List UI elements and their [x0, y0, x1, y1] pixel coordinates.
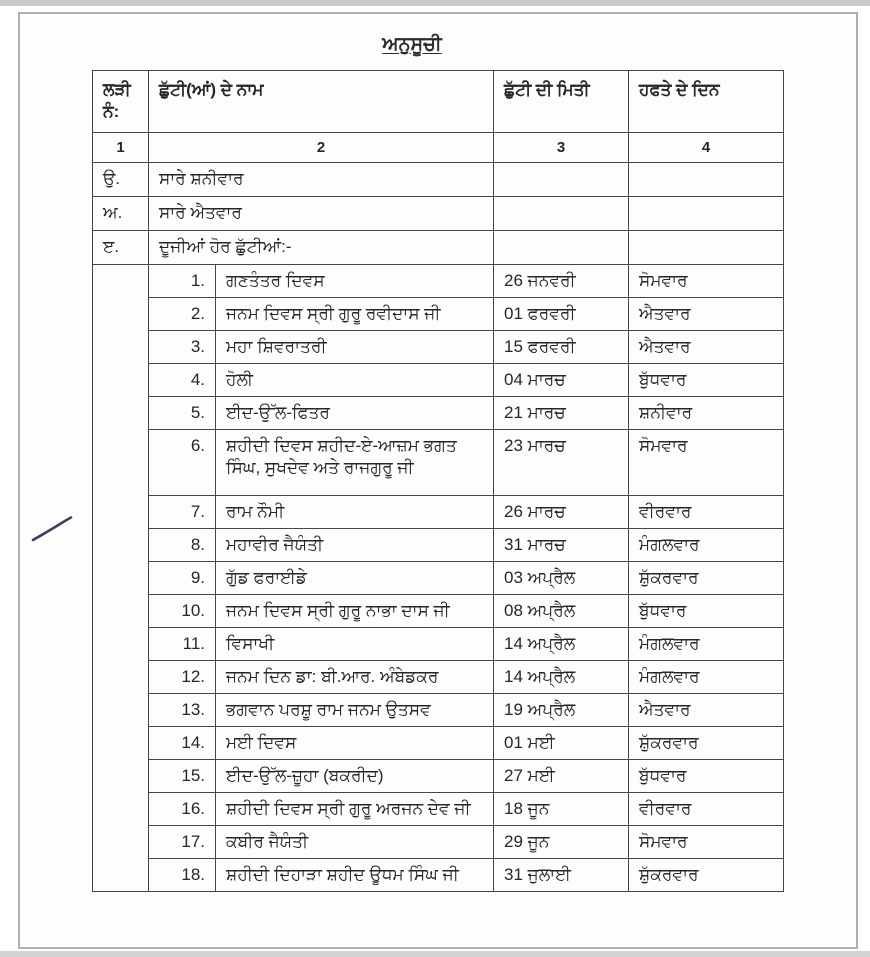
cell-day: ਬੁੱਧਵਾਰ	[629, 364, 784, 397]
table-row	[93, 331, 784, 364]
cell-name: ਸਾਰੇ ਐਤਵਾਰ	[149, 197, 494, 231]
cell-name: ਗਣਤੰਤਰ ਦਿਵਸ	[216, 265, 494, 298]
cell-name: ਹੋਲੀ	[216, 364, 494, 397]
cell-number: 17.	[149, 826, 216, 859]
cell-name: ਸ਼ਹੀਦੀ ਦਿਵਸ ਸ੍ਰੀ ਗੁਰੂ ਅਰਜਨ ਦੇਵ ਜੀ	[216, 793, 494, 826]
table-row	[93, 364, 784, 397]
cell-name: ਜਨਮ ਦਿਵਸ ਸ੍ਰੀ ਗੁਰੂ ਨਾਭਾ ਦਾਸ ਜੀ	[216, 595, 494, 628]
cell-number: 16.	[149, 793, 216, 826]
cell-day: ਸੋਮਵਾਰ	[629, 265, 784, 298]
cell-day: ਬੁੱਧਵਾਰ	[629, 760, 784, 793]
scan-edge-top	[0, 0, 870, 6]
table-row	[93, 298, 784, 331]
table-row	[93, 859, 784, 892]
cell-number: 2.	[149, 298, 216, 331]
cell-day: ਐਤਵਾਰ	[629, 694, 784, 727]
col-header-name: ਛੁੱਟੀ(ਆਂ) ਦੇ ਨਾਮ	[149, 71, 494, 133]
cell-day	[629, 231, 784, 265]
cell-number: 4.	[149, 364, 216, 397]
cell-date: 29 ਜੂਨ	[494, 826, 629, 859]
cell-day: ਸ਼ੁੱਕਰਵਾਰ	[629, 562, 784, 595]
cell-name: ਮਹਾਵੀਰ ਜੈਯੰਤੀ	[216, 529, 494, 562]
cell-date: 14 ਅਪ੍ਰੈਲ	[494, 628, 629, 661]
cell-name: ਸਾਰੇ ਸ਼ਨੀਵਾਰ	[149, 163, 494, 197]
cell-date: 04 ਮਾਰਚ	[494, 364, 629, 397]
cell-name: ਰਾਮ ਨੌਮੀ	[216, 496, 494, 529]
table-row	[93, 628, 784, 661]
table-row	[93, 562, 784, 595]
cell-name: ਭਗਵਾਨ ਪਰਸ਼ੂ ਰਾਮ ਜਨਮ ਉਤਸਵ	[216, 694, 494, 727]
cell-day: ਐਤਵਾਰ	[629, 298, 784, 331]
cell-date: 19 ਅਪ੍ਰੈਲ	[494, 694, 629, 727]
cell-date: 23 ਮਾਰਚ	[494, 430, 629, 496]
cell-date: 15 ਫਰਵਰੀ	[494, 331, 629, 364]
cell-name: ਵਿਸਾਖੀ	[216, 628, 494, 661]
table-row	[93, 163, 784, 197]
cell-serial-empty	[93, 265, 149, 892]
cell-date	[494, 197, 629, 231]
cell-number: 1.	[149, 265, 216, 298]
cell-day: ਐਤਵਾਰ	[629, 331, 784, 364]
cell-name: ਸ਼ਹੀਦੀ ਦਿਹਾੜਾ ਸ਼ਹੀਦ ਊਧਮ ਸਿੰਘ ਜੀ	[216, 859, 494, 892]
col-number-4: 4	[629, 133, 784, 163]
col-number-3: 3	[494, 133, 629, 163]
cell-date: 14 ਅਪ੍ਰੈਲ	[494, 661, 629, 694]
table-row	[93, 231, 784, 265]
cell-name: ਗੁੱਡ ਫਰਾਈਡੇ	[216, 562, 494, 595]
scan-edge-bottom	[0, 951, 870, 957]
cell-number: 7.	[149, 496, 216, 529]
cell-number: 8.	[149, 529, 216, 562]
cell-day: ਸ਼ਨੀਵਾਰ	[629, 397, 784, 430]
cell-date: 27 ਮਈ	[494, 760, 629, 793]
cell-day: ਵੀਰਵਾਰ	[629, 793, 784, 826]
cell-number: 11.	[149, 628, 216, 661]
cell-number: 6.	[149, 430, 216, 496]
cell-day: ਸ਼ੁੱਕਰਵਾਰ	[629, 859, 784, 892]
cell-number: 14.	[149, 727, 216, 760]
cell-serial: ੲ.	[93, 231, 149, 265]
cell-name: ਜਨਮ ਦਿਵਸ ਸ੍ਰੀ ਗੁਰੂ ਰਵੀਦਾਸ ਜੀ	[216, 298, 494, 331]
cell-number: 10.	[149, 595, 216, 628]
col-header-day: ਹਫਤੇ ਦੇ ਦਿਨ	[629, 71, 784, 133]
cell-number: 15.	[149, 760, 216, 793]
cell-date: 18 ਜੂਨ	[494, 793, 629, 826]
cell-day: ਬੁੱਧਵਾਰ	[629, 595, 784, 628]
table-row	[93, 529, 784, 562]
cell-day: ਸੋਮਵਾਰ	[629, 430, 784, 496]
cell-name: ਮਈ ਦਿਵਸ	[216, 727, 494, 760]
cell-date: 26 ਜਨਵਰੀ	[494, 265, 629, 298]
table-row	[93, 265, 784, 298]
table-row	[93, 496, 784, 529]
table-row	[93, 727, 784, 760]
col-header-serial: ਲੜੀ ਨੰ:	[93, 71, 149, 133]
table-row	[93, 793, 784, 826]
table-header-row	[93, 71, 784, 133]
page-title: ਅਨੁਸੂਚੀ	[382, 34, 442, 55]
cell-name: ਦੂਜੀਆਂ ਹੋਰ ਛੁੱਟੀਆਂ:-	[149, 231, 494, 265]
cell-day: ਵੀਰਵਾਰ	[629, 496, 784, 529]
table-row	[93, 197, 784, 231]
cell-day: ਸ਼ੁੱਕਰਵਾਰ	[629, 727, 784, 760]
cell-date: 01 ਮਈ	[494, 727, 629, 760]
table-row	[93, 430, 784, 496]
holiday-schedule-table	[92, 70, 784, 892]
cell-day	[629, 197, 784, 231]
cell-date: 08 ਅਪ੍ਰੈਲ	[494, 595, 629, 628]
cell-number: 3.	[149, 331, 216, 364]
cell-date	[494, 163, 629, 197]
cell-date	[494, 231, 629, 265]
col-header-date: ਛੁੱਟੀ ਦੀ ਮਿਤੀ	[494, 71, 629, 133]
cell-date: 26 ਮਾਰਚ	[494, 496, 629, 529]
cell-name: ਜਨਮ ਦਿਨ ਡਾ: ਬੀ.ਆਰ. ਅੰਬੇਡਕਰ	[216, 661, 494, 694]
table-row	[93, 661, 784, 694]
cell-number: 18.	[149, 859, 216, 892]
cell-serial: ਅ.	[93, 197, 149, 231]
cell-day: ਮੰਗਲਵਾਰ	[629, 661, 784, 694]
cell-number: 13.	[149, 694, 216, 727]
col-number-1: 1	[93, 133, 149, 163]
cell-name: ਕਬੀਰ ਜੈਯੰਤੀ	[216, 826, 494, 859]
table-row	[93, 826, 784, 859]
cell-number: 9.	[149, 562, 216, 595]
table-row	[93, 595, 784, 628]
cell-date: 31 ਜੁਲਾਈ	[494, 859, 629, 892]
pen-mark-stroke	[30, 514, 74, 544]
cell-day	[629, 163, 784, 197]
cell-date: 03 ਅਪ੍ਰੈਲ	[494, 562, 629, 595]
cell-name: ਸ਼ਹੀਦੀ ਦਿਵਸ ਸ਼ਹੀਦ-ਏ-ਆਜ਼ਮ ਭਗਤ ਸਿੰਘ, ਸੁਖਦੇਵ ਅਤੇ ਰਾਜਗੁਰੂ ਜੀ	[216, 430, 494, 496]
col-number-2: 2	[149, 133, 494, 163]
cell-date: 01 ਫਰਵਰੀ	[494, 298, 629, 331]
table-row	[93, 397, 784, 430]
column-number-row	[93, 133, 784, 163]
cell-serial: ਉ.	[93, 163, 149, 197]
table-row	[93, 760, 784, 793]
cell-date: 31 ਮਾਰਚ	[494, 529, 629, 562]
cell-name: ਮਹਾ ਸ਼ਿਵਰਾਤਰੀ	[216, 331, 494, 364]
cell-day: ਮੰਗਲਵਾਰ	[629, 628, 784, 661]
cell-day: ਮੰਗਲਵਾਰ	[629, 529, 784, 562]
cell-name: ਈਦ-ਉੱਲ-ਫਿਤਰ	[216, 397, 494, 430]
cell-number: 5.	[149, 397, 216, 430]
table-row	[93, 694, 784, 727]
cell-number: 12.	[149, 661, 216, 694]
cell-date: 21 ਮਾਰਚ	[494, 397, 629, 430]
cell-name: ਈਦ-ਉੱਲ-ਜ਼ੂਹਾ (ਬਕਰੀਦ)	[216, 760, 494, 793]
cell-day: ਸੋਮਵਾਰ	[629, 826, 784, 859]
